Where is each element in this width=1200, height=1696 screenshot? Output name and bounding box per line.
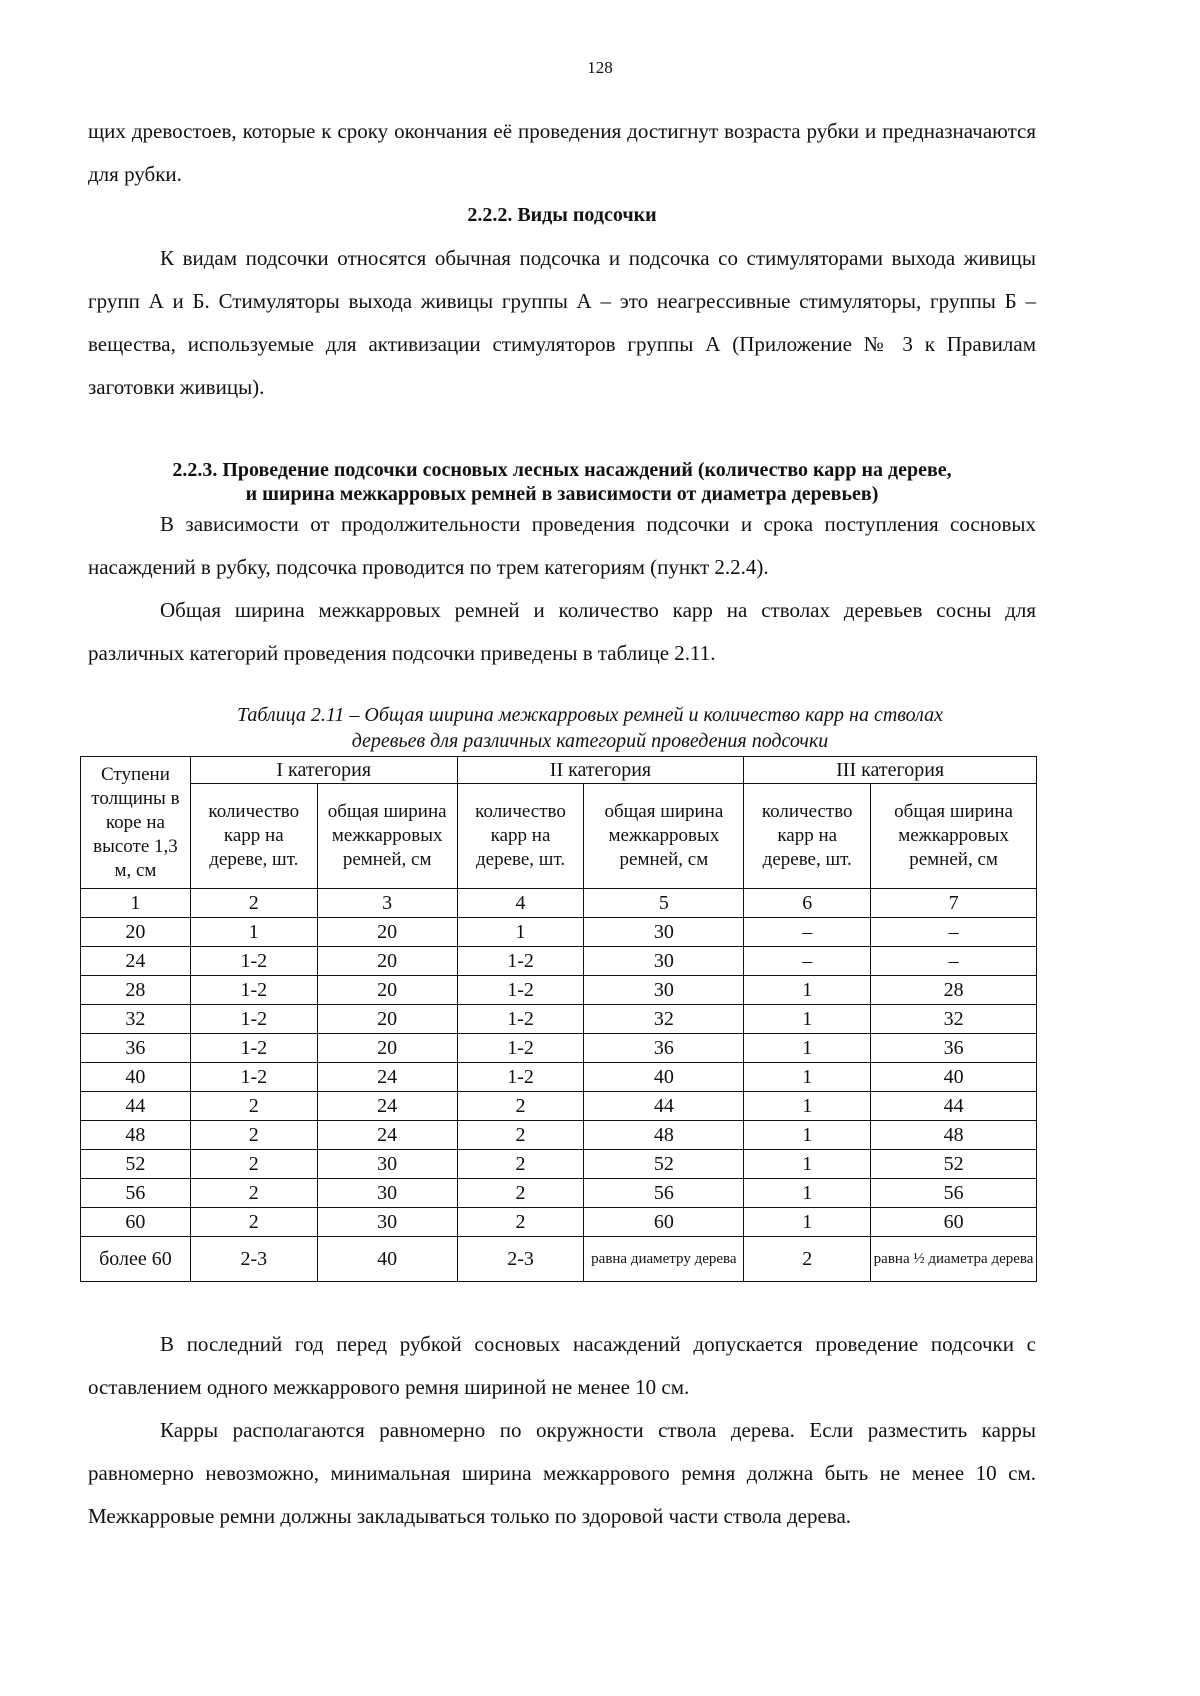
table-cell: 36 xyxy=(81,1034,191,1063)
table-cell: 1-2 xyxy=(457,1005,584,1034)
closing-paragraph2: Карры располагаются равномерно по окружности ствола дерева. Если разместить карры равномерно невозможно, минимальная ширина межкаррового ремня должна быть не менее 10 см. Межкарровые ремни должны закладываться только по здоровой части ствола дерева. xyxy=(88,1418,1036,1528)
table-subheader-row xyxy=(81,784,1037,889)
table-cell: 2 xyxy=(190,1121,317,1150)
section-223-heading-line2: и ширина межкарровых ремней в зависимости от диаметра деревьев) xyxy=(245,483,879,505)
sub-header-count: количество карр на дереве, шт. xyxy=(744,784,871,889)
table-cell: 32 xyxy=(584,1005,744,1034)
table-cell: – xyxy=(744,947,871,976)
column-number: 2 xyxy=(190,889,317,918)
table-cell: 1 xyxy=(744,1179,871,1208)
table-cell: 2 xyxy=(190,1179,317,1208)
table-cell: 48 xyxy=(871,1121,1037,1150)
table-cell: 44 xyxy=(81,1092,191,1121)
table-cell: 32 xyxy=(871,1005,1037,1034)
table-cell: 30 xyxy=(317,1179,457,1208)
table-cell: 1-2 xyxy=(457,1063,584,1092)
data-table xyxy=(80,756,1037,1282)
table-cell: 30 xyxy=(584,976,744,1005)
table-cell: 1-2 xyxy=(457,1034,584,1063)
table-cell: 1 xyxy=(744,1063,871,1092)
table-caption-line2: деревьев для различных категорий проведения подсочки xyxy=(351,730,829,752)
category-1-header: I категория xyxy=(190,757,457,784)
table-cell: 2-3 xyxy=(190,1237,317,1282)
section-223-heading xyxy=(88,458,1036,506)
page-number: 128 xyxy=(587,58,613,77)
table-cell: 60 xyxy=(584,1208,744,1237)
table-cell: 44 xyxy=(584,1092,744,1121)
table-cell: 2 xyxy=(190,1150,317,1179)
table-row xyxy=(81,1121,1037,1150)
table-cell: 52 xyxy=(81,1150,191,1179)
table-cell: 2 xyxy=(457,1092,584,1121)
table-cell: 56 xyxy=(871,1179,1037,1208)
table-cell: – xyxy=(744,918,871,947)
table-cell: 1-2 xyxy=(457,947,584,976)
table-cell: 24 xyxy=(317,1121,457,1150)
table-cell: – xyxy=(871,947,1037,976)
table-cell: 20 xyxy=(317,947,457,976)
sub-header-width: общая ширина межкарровых ремней, см xyxy=(871,784,1037,889)
table-cell: 20 xyxy=(81,918,191,947)
table-cell: 2 xyxy=(457,1150,584,1179)
table-cell: 30 xyxy=(584,918,744,947)
table-row xyxy=(81,1005,1037,1034)
table-cell: 48 xyxy=(81,1121,191,1150)
table-cell: 2 xyxy=(457,1121,584,1150)
column-number: 6 xyxy=(744,889,871,918)
table-cell: 24 xyxy=(317,1092,457,1121)
table-cell: 30 xyxy=(317,1208,457,1237)
stub-header: Ступени толщины в коре на высоте 1,3 м, см xyxy=(81,757,191,889)
table-cell: 36 xyxy=(871,1034,1037,1063)
table-cell: 1-2 xyxy=(190,1063,317,1092)
column-number: 7 xyxy=(871,889,1037,918)
category-2-header: II категория xyxy=(457,757,744,784)
closing-paragraph1: В последний год перед рубкой сосновых насаждений допускается проведение подсочки с оставлением одного межкаррового ремня шириной не менее 10 см. xyxy=(88,1332,1036,1399)
table-row xyxy=(81,918,1037,947)
table-cell: 1 xyxy=(457,918,584,947)
table-cell: 1 xyxy=(190,918,317,947)
table-cell: 40 xyxy=(317,1237,457,1282)
table-header-row xyxy=(81,757,1037,784)
table-cell: 30 xyxy=(317,1150,457,1179)
table-cell: 1-2 xyxy=(190,1034,317,1063)
table-cell: 52 xyxy=(584,1150,744,1179)
sub-header-count: количество карр на дереве, шт. xyxy=(190,784,317,889)
sub-header-width: общая ширина межкарровых ремней, см xyxy=(317,784,457,889)
column-number: 1 xyxy=(81,889,191,918)
intro-paragraph: щих древостоев, которые к сроку окончания её проведения достигнут возраста рубки и предназначаются для рубки. xyxy=(88,119,1036,186)
table-cell: 44 xyxy=(871,1092,1037,1121)
table-cell: 1 xyxy=(744,1121,871,1150)
table-cell: 40 xyxy=(584,1063,744,1092)
table-cell: 30 xyxy=(584,947,744,976)
table-cell: 24 xyxy=(81,947,191,976)
table-cell: 2 xyxy=(190,1208,317,1237)
table-cell: 1-2 xyxy=(190,947,317,976)
table-cell: более 60 xyxy=(81,1237,191,1282)
table-cell: 1-2 xyxy=(457,976,584,1005)
table-caption-line1: Таблица 2.11 – Общая ширина межкарровых ремней и количество карр на стволах xyxy=(236,704,944,726)
category-3-header: III категория xyxy=(744,757,1037,784)
table-cell: 24 xyxy=(317,1063,457,1092)
table-cell: 36 xyxy=(584,1034,744,1063)
table-cell: 1 xyxy=(744,1150,871,1179)
section-223-paragraph2: Общая ширина межкарровых ремней и количество карр на стволах деревьев сосны для различных категорий проведения подсочки приведены в таблице 2.11. xyxy=(88,598,1036,665)
table-cell: 1 xyxy=(744,1034,871,1063)
table-row xyxy=(81,1063,1037,1092)
table-cell: 56 xyxy=(584,1179,744,1208)
table-cell: равна диаметру дерева xyxy=(584,1237,744,1282)
table-cell: 60 xyxy=(871,1208,1037,1237)
section-223-heading-line1: 2.2.3. Проведение подсочки сосновых лесных насаждений (количество карр на дереве, xyxy=(172,459,952,481)
table-cell: 20 xyxy=(317,1034,457,1063)
table-cell: 28 xyxy=(81,976,191,1005)
table-cell: 2-3 xyxy=(457,1237,584,1282)
table-row xyxy=(81,976,1037,1005)
table-cell: 20 xyxy=(317,976,457,1005)
table-cell: 60 xyxy=(81,1208,191,1237)
table-cell: 20 xyxy=(317,918,457,947)
section-223-paragraph1: В зависимости от продолжительности проведения подсочки и срока поступления сосновых насаждений в рубку, подсочка проводится по трем категориям (пункт 2.2.4). xyxy=(88,512,1036,579)
table-cell: 40 xyxy=(81,1063,191,1092)
table-cell: 2 xyxy=(457,1208,584,1237)
table-cell: 2 xyxy=(744,1237,871,1282)
table-row xyxy=(81,1208,1037,1237)
table-cell: 28 xyxy=(871,976,1037,1005)
table-cell: 40 xyxy=(871,1063,1037,1092)
table-cell: 48 xyxy=(584,1121,744,1150)
table-caption xyxy=(150,702,1030,754)
table-cell: 1 xyxy=(744,1005,871,1034)
column-number-row xyxy=(81,889,1037,918)
table-cell: 1 xyxy=(744,1208,871,1237)
table-row xyxy=(81,1034,1037,1063)
sub-header-width: общая ширина межкарровых ремней, см xyxy=(584,784,744,889)
table-row xyxy=(81,1150,1037,1179)
table-row xyxy=(81,1179,1037,1208)
table-cell: 52 xyxy=(871,1150,1037,1179)
table-cell: 1-2 xyxy=(190,1005,317,1034)
table-cell: 20 xyxy=(317,1005,457,1034)
sub-header-count: количество карр на дереве, шт. xyxy=(457,784,584,889)
table-cell: равна ½ диаметра дерева xyxy=(871,1237,1037,1282)
column-number: 5 xyxy=(584,889,744,918)
table-row-over-60 xyxy=(81,1237,1037,1282)
table-cell: 2 xyxy=(190,1092,317,1121)
section-222-paragraph: К видам подсочки относятся обычная подсочка и подсочка со стимуляторами выхода живицы групп А и Б. Стимуляторы выхода живицы группы А – это неагрессивные стимуляторы, группы Б – вещества, используемые для активизации стимуляторов группы А (Приложение № 3 к Правилам заготовки живицы). xyxy=(88,246,1036,399)
table-row xyxy=(81,947,1037,976)
table-cell: 1 xyxy=(744,1092,871,1121)
table-cell: 2 xyxy=(457,1179,584,1208)
table-row xyxy=(81,1092,1037,1121)
table-cell: – xyxy=(871,918,1037,947)
table-cell: 1 xyxy=(744,976,871,1005)
table-cell: 32 xyxy=(81,1005,191,1034)
section-222-heading: 2.2.2. Виды подсочки xyxy=(467,204,657,226)
column-number: 4 xyxy=(457,889,584,918)
table-cell: 1-2 xyxy=(190,976,317,1005)
column-number: 3 xyxy=(317,889,457,918)
table-cell: 56 xyxy=(81,1179,191,1208)
